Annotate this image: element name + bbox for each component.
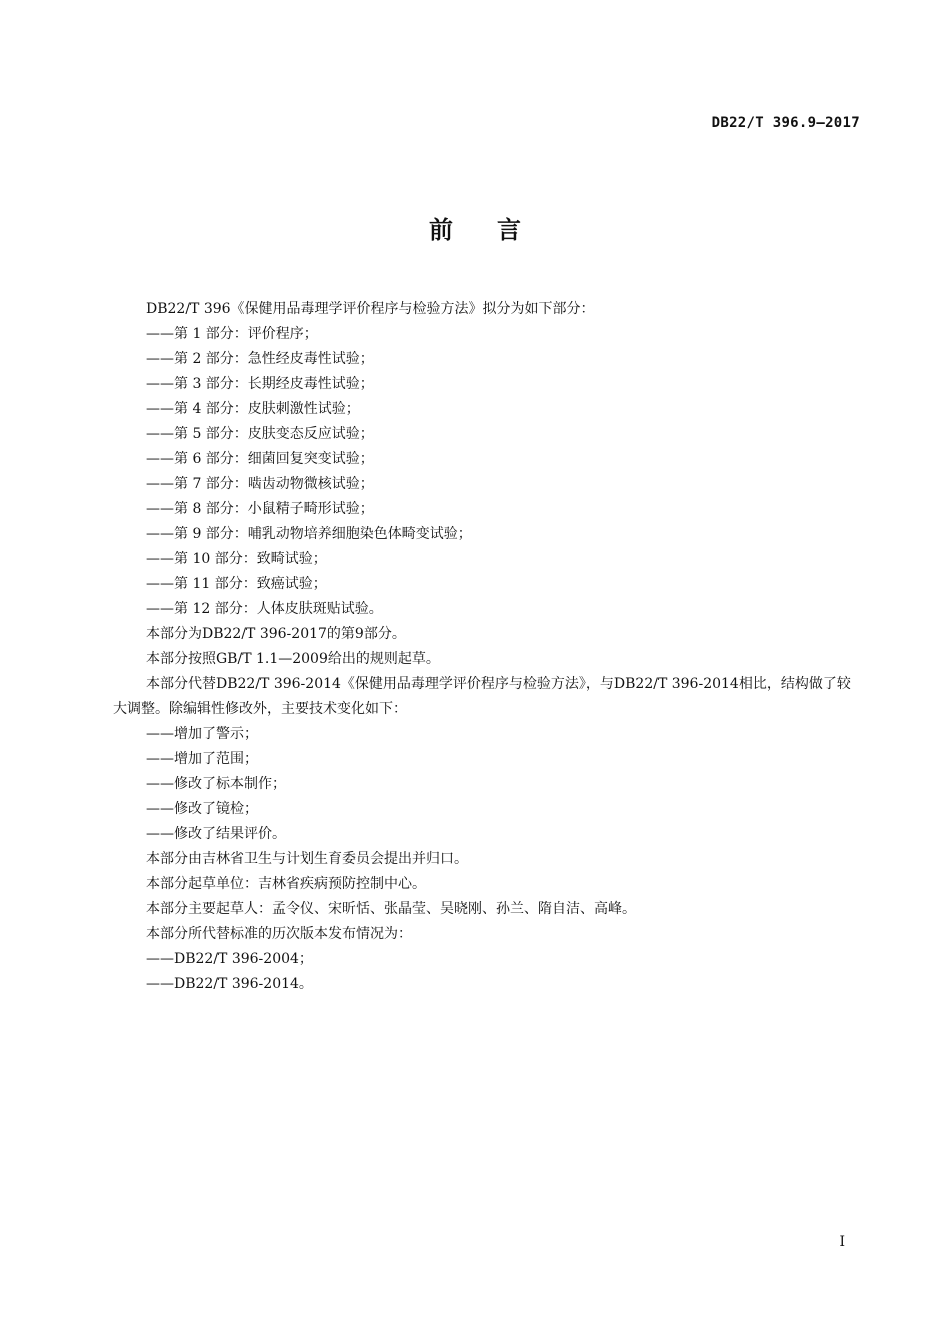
- document-code: DB22/T 396.9—2017: [711, 115, 860, 131]
- part-list-item: ——第 7 部分：啮齿动物微核试验；: [146, 476, 374, 492]
- part-list-item: ——第 6 部分：细菌回复突变试验；: [146, 451, 374, 467]
- drafting-unit-paragraph: 本部分起草单位：吉林省疾病预防控制中心。: [146, 876, 426, 892]
- replacement-paragraph: 本部分代替DB22/T 396-2014《保健用品毒理学评价程序与检验方法》，与DB22/T 396-2014相比，结构做了较大调整。除编辑性修改外，主要技术变化如下：: [113, 676, 851, 717]
- drafters-paragraph: 本部分主要起草人：孟令仪、宋昕恬、张晶莹、吴晓刚、孙兰、隋自洁、高峰。: [146, 901, 636, 917]
- part-list-item: ——第 2 部分：急性经皮毒性试验；: [146, 351, 374, 367]
- foreword-content: [113, 297, 861, 997]
- part-list-item: ——第 4 部分：皮肤刺激性试验；: [146, 401, 360, 417]
- part-list-item: ——第 12 部分：人体皮肤斑贴试验。: [146, 601, 383, 617]
- part-list-item: ——第 1 部分：评价程序；: [146, 326, 318, 342]
- part-list-item: ——第 8 部分：小鼠精子畸形试验；: [146, 501, 374, 517]
- page-number: I: [839, 1234, 845, 1250]
- change-list-item: ——增加了警示；: [146, 726, 258, 742]
- part-list-item: ——第 11 部分：致癌试验；: [146, 576, 327, 592]
- part-list-item: ——第 10 部分：致畸试验；: [146, 551, 327, 567]
- part-list-item: ——第 5 部分：皮肤变态反应试验；: [146, 426, 374, 442]
- part-list-item: ——第 3 部分：长期经皮毒性试验；: [146, 376, 374, 392]
- this-part-paragraph: 本部分为DB22/T 396-2017的第9部分。: [146, 626, 406, 642]
- history-list-item: ——DB22/T 396-2014。: [146, 976, 313, 992]
- intro-paragraph: DB22/T 396《保健用品毒理学评价程序与检验方法》拟分为如下部分：: [146, 301, 595, 317]
- proposer-paragraph: 本部分由吉林省卫生与计划生育委员会提出并归口。: [146, 851, 468, 867]
- history-intro-paragraph: 本部分所代替标准的历次版本发布情况为：: [146, 926, 412, 942]
- page-title: 前言: [429, 216, 565, 244]
- part-list-item: ——第 9 部分：哺乳动物培养细胞染色体畸变试验；: [146, 526, 472, 542]
- change-list-item: ——修改了镜检；: [146, 801, 258, 817]
- change-list-item: ——增加了范围；: [146, 751, 258, 767]
- change-list-item: ——修改了结果评价。: [146, 826, 286, 842]
- history-list-item: ——DB22/T 396-2004；: [146, 951, 313, 967]
- change-list-item: ——修改了标本制作；: [146, 776, 286, 792]
- drafting-rule-paragraph: 本部分按照GB/T 1.1—2009给出的规则起草。: [146, 651, 440, 667]
